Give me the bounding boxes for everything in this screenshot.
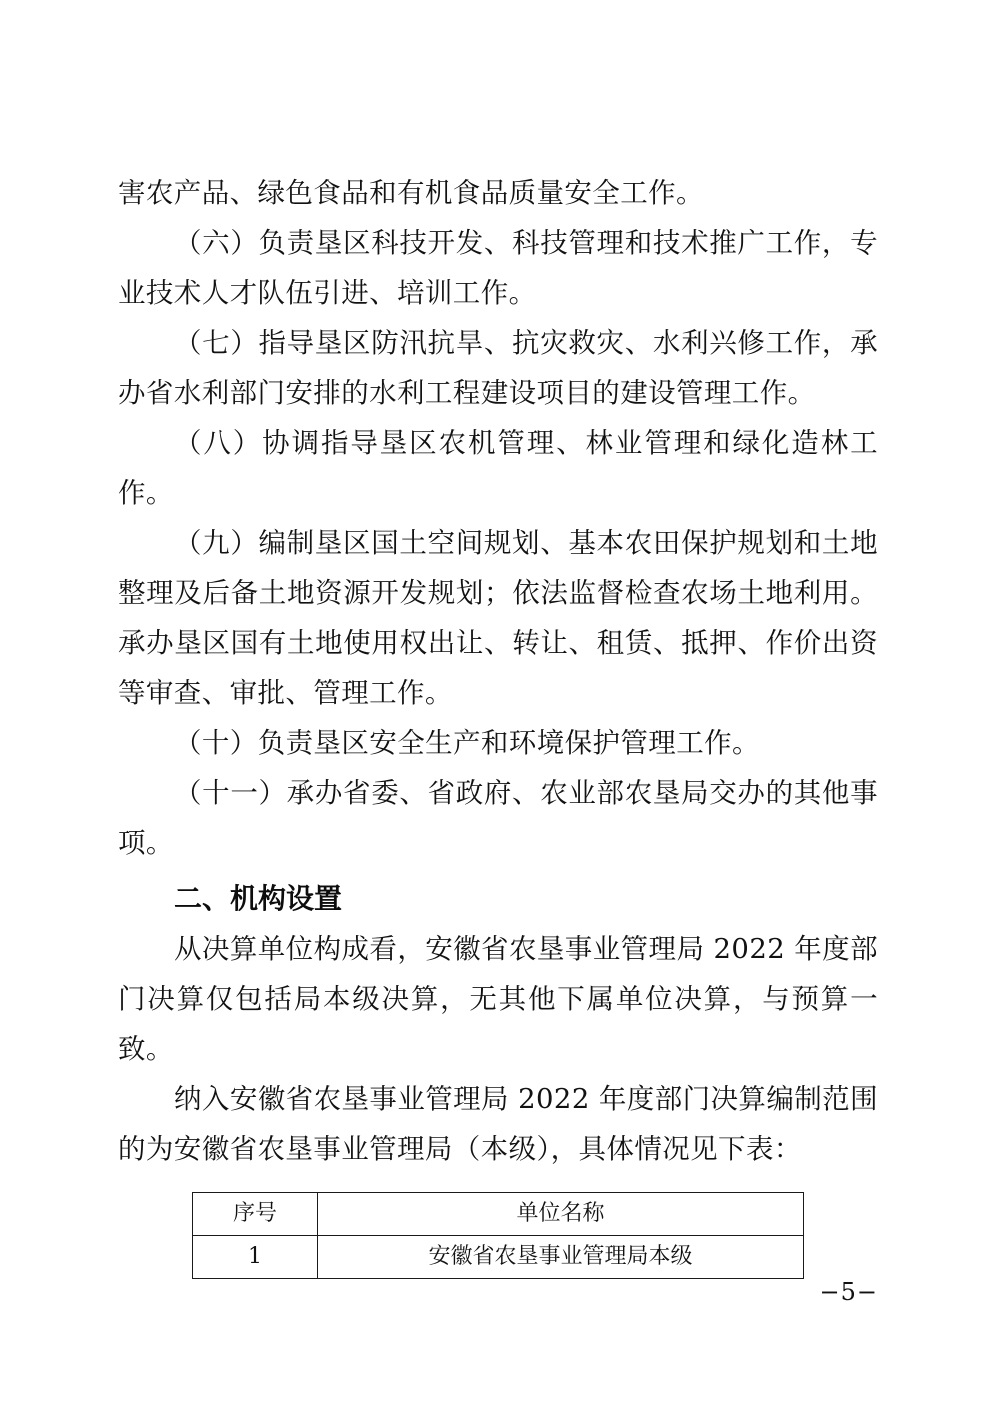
page-number: −5− xyxy=(819,1278,878,1306)
paragraph-item-nine: （九）编制垦区国土空间规划、基本农田保护规划和土地整理及后备土地资源开发规划；依法监督检查农场土地利用。承办垦区国有土地使用权出让、转让、租赁、抵押、作价出资等审查、审批、管理工作。 xyxy=(118,527,878,709)
unit-table xyxy=(192,1192,804,1279)
table-header-unit-name: 单位名称 xyxy=(318,1193,804,1236)
table-header-serial: 序号 xyxy=(193,1193,318,1236)
paragraph-budget-unit-composition: 从决算单位构成看，安徽省农垦事业管理局 2022 年度部门决算仅包括局本级决算，无其他下属单位决算，与预算一致。 xyxy=(118,933,878,1065)
paragraph-continued: 害农产品、绿色食品和有机食品质量安全工作。 xyxy=(118,177,704,209)
paragraph-budget-scope: 纳入安徽省农垦事业管理局 2022 年度部门决算编制范围的为安徽省农垦事业管理局（本级），具体情况见下表： xyxy=(118,1083,878,1165)
table-header-row xyxy=(193,1193,804,1236)
paragraph-item-eleven: （十一）承办省委、省政府、农业部农垦局交办的其他事项。 xyxy=(118,777,878,859)
paragraph-item-seven: （七）指导垦区防汛抗旱、抗灾救灾、水利兴修工作，承办省水利部门安排的水利工程建设项目的建设管理工作。 xyxy=(118,327,878,409)
paragraph-item-six: （六）负责垦区科技开发、科技管理和技术推广工作，专业技术人才队伍引进、培训工作。 xyxy=(118,227,878,309)
section-heading-organization: 二、机构设置 xyxy=(174,882,343,915)
table-cell-unit-name: 安徽省农垦事业管理局本级 xyxy=(318,1236,804,1279)
paragraph-item-eight: （八）协调指导垦区农机管理、林业管理和绿化造林工作。 xyxy=(118,427,878,509)
table-cell-serial: 1 xyxy=(193,1236,318,1279)
paragraph-item-ten: （十）负责垦区安全生产和环境保护管理工作。 xyxy=(174,727,760,759)
table-row xyxy=(193,1236,804,1279)
